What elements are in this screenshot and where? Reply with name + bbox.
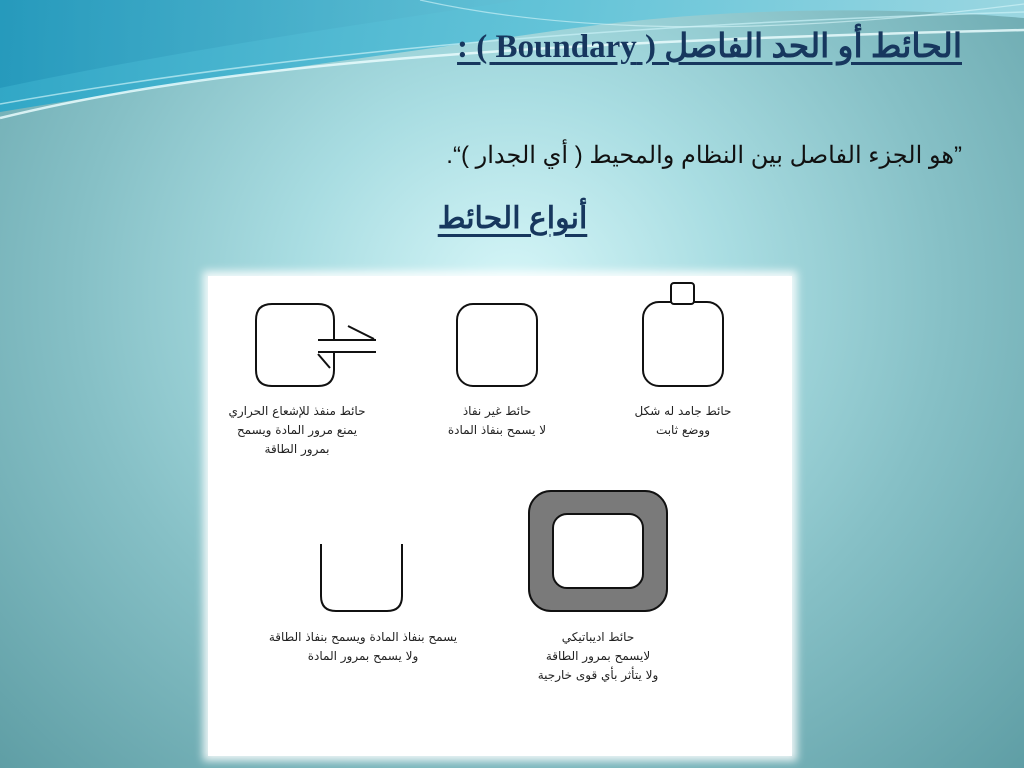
open-wall-icon: [321, 544, 402, 611]
open-wall-caption: يسمح بنفاذ المادة ويسمح بنفاذ الطاقة ولا يسمح بمرور المادة: [268, 630, 458, 663]
slide-title: الحائط أو الحد الفاصل ( Boundary ) :: [457, 29, 962, 65]
diathermic-wall-icon: [256, 304, 376, 386]
wall-types-figure: [208, 276, 792, 756]
adiabatic-wall-caption: حائط اديباتيكي لايسمح بمرور الطاقة ولا يتأثر بأي قوى خارجية: [537, 630, 659, 682]
wall-types-heading: أنواع الحائط: [437, 202, 588, 235]
adiabatic-wall-icon: [529, 491, 667, 611]
rigid-wall-icon: [643, 283, 723, 386]
impermeable-wall-caption: حائط غير نفاذ لا يسمح بنفاذ المادة: [447, 404, 547, 437]
impermeable-wall-icon: [457, 304, 537, 386]
boundary-definition: ”هو الجزء الفاصل بين النظام والمحيط ( أي الجدار )“.: [446, 142, 962, 169]
rigid-wall-caption: حائط جامد له شكل ووضع ثابت: [634, 404, 732, 437]
diathermic-wall-caption: حائط منفذ للإشعاع الحراري يمنع مرور المادة ويسمح بمرور الطاقة: [228, 404, 366, 456]
